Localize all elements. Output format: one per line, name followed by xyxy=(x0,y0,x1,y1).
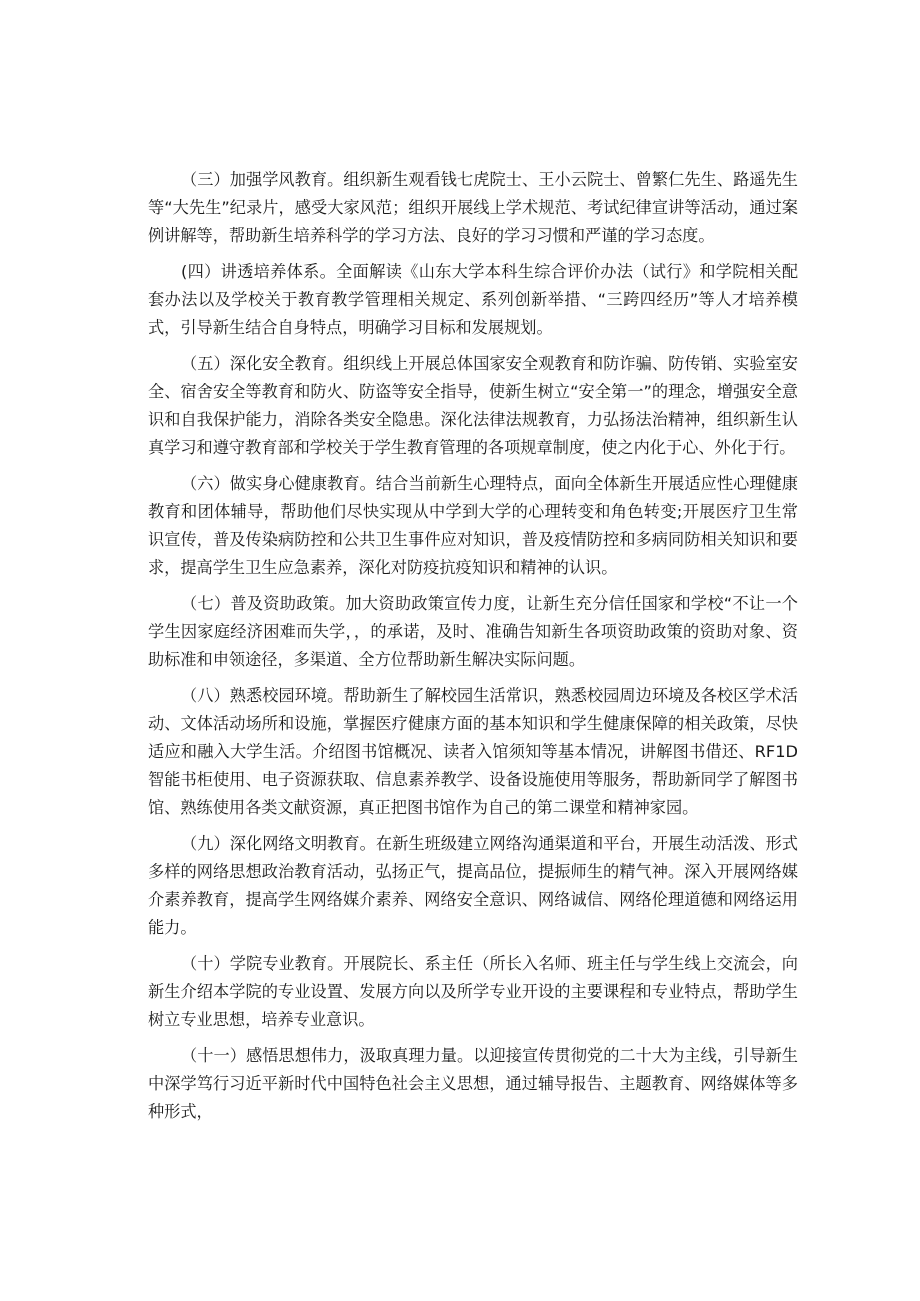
paragraph-financial-aid: （七）普及资助政策。加大资助政策宣传力度，让新生充分信任国家和学校“不让一个学生因家庭经济困难而失学，，的承诺，及时、准确告知新生各项资助政策的资助对象、资助标准和申领途径，多渠道、全方位帮助新生解决实际问题。 xyxy=(148,594,798,669)
paragraph-health-education: （六）做实身心健康教育。结合当前新生心理特点，面向全体新生开展适应性心理健康教育和团体辅导，帮助他们尽快实现从中学到大学的心理转变和角色转变;开展医疗卫生常识宣传，普及传染病防控和公共卫生事件应对知识，普及疫情防控和多病同防相关知识和要求，提高学生卫生应急素养，深化对防疫抗疫知识和精神的认识。 xyxy=(148,474,798,577)
document-body xyxy=(148,166,798,1134)
paragraph-major-education: （十）学院专业教育。开展院长、系主任（所长入名师、班主任与学生线上交流会，向新生介绍本学院的专业设置、发展方向以及所学专业开设的主要课程和专业特点，帮助学生树立专业思想，培养专业意识。 xyxy=(148,954,798,1029)
paragraph-network-civility: （九）深化网络文明教育。在新生班级建立网络沟通渠道和平台，开展生动活泼、形式多样的网络思想政治教育活动，弘扬正气，提高品位，提振师生的精气神。深入开展网络媒介素养教育，提高学生网络媒介素养、网络安全意识、网络诚信、网络伦理道德和网络运用能力。 xyxy=(148,834,798,937)
paragraph-campus-environment: （八）熟悉校园环境。帮助新生了解校园生活常识，熟悉校园周边环境及各校区学术活动、文体活动场所和设施，掌握医疗健康方面的基本知识和学生健康保障的相关政策，尽快适应和融入大学生活。介绍图书馆概况、读者入馆须知等基本情况，讲解图书借还、RF1D智能书柜使用、电子资源获取、信息素养教学、设备设施使用等服务，帮助新同学了解图书馆、熟练使用各类文献资源，真正把图书馆作为自己的第二课堂和精神家园。 xyxy=(148,686,798,817)
paragraph-academic-style: （三）加强学风教育。组织新生观看钱七虎院士、王小云院士、曾繁仁先生、路遥先生等“大先生”纪录片，感受大家风范；组织开展线上学术规范、考试纪律宣讲等活动，通过案例讲解等，帮助新生培养科学的学习方法、良好的学习习惯和严谨的学习态度。 xyxy=(148,170,798,245)
paragraph-ideology: （十一）感悟思想伟力，汲取真理力量。以迎接宣传贯彻党的二十大为主线，引导新生中深学笃行习近平新时代中国特色社会主义思想，通过辅导报告、主题教育、网络媒体等多种形式， xyxy=(148,1046,798,1121)
paragraph-safety-education: （五）深化安全教育。组织线上开展总体国家安全观教育和防诈骗、防传销、实验室安全、宿舍安全等教育和防火、防盗等安全指导，使新生树立“安全第一”的理念，增强安全意识和自我保护能力，消除各类安全隐患。深化法律法规教育，力弘扬法治精神，组织新生认真学习和遵守教育部和学校关于学生教育管理的各项规章制度，使之内化于心、外化于行。 xyxy=(148,354,798,457)
paragraph-training-system: (四）讲透培养体系。全面解读《山东大学本科生综合评价办法（试行》和学院相关配套办法以及学校关于教育教学管理相关规定、系列创新举措、“三跨四经历”等人才培养模式，引导新生结合自身特点，明确学习目标和发展规划。 xyxy=(148,262,798,337)
